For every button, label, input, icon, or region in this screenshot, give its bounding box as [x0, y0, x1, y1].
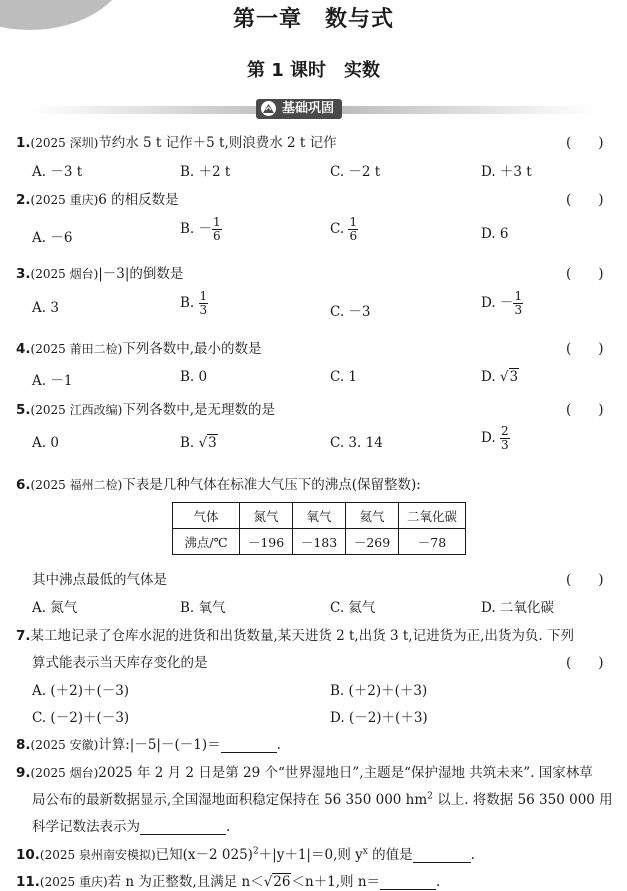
option-b-prefix: B. — [180, 295, 199, 311]
answer-paren: ( ) — [566, 192, 604, 208]
question-source: (2025 安徽) — [30, 738, 99, 752]
option-d — [481, 425, 510, 452]
denominator: 6 — [213, 229, 221, 243]
chapter-title: 第一章 数与式 — [232, 7, 394, 32]
superscript: x — [362, 846, 368, 857]
question-5 — [16, 398, 275, 418]
question-source: (2025 重庆) — [39, 875, 108, 889]
lesson-title: 第 1 课时 实数 — [246, 60, 381, 81]
table-cell: 沸点/℃ — [173, 529, 240, 555]
table-cell: －269 — [346, 529, 399, 555]
question-number: 5. — [16, 402, 31, 418]
option-a: A. －1 — [32, 373, 73, 389]
answer-blank[interactable] — [380, 875, 436, 890]
boiling-point-table — [172, 502, 466, 555]
option-b: B. 0 — [180, 369, 208, 385]
fraction — [500, 425, 510, 452]
question-stem: 节约水 5 t 记作＋5 t,则浪费水 2 t 记作 — [98, 135, 337, 151]
option-b — [180, 435, 218, 451]
question-number: 9. — [16, 765, 31, 781]
text-segment: 已知(x－2 025) — [155, 847, 253, 863]
superscript: 2 — [427, 791, 433, 802]
question-stem: 某工地记录了仓库水泥的进货和出货数量,某天进货 2 t,出货 3 t,记进货为正,出货为负. 下列 — [30, 628, 574, 644]
question-7-line2: 算式能表示当天库存变化的是 — [32, 655, 208, 671]
fraction — [348, 216, 358, 243]
option-b — [180, 216, 222, 243]
question-source: (2025 烟台) — [30, 267, 99, 281]
question-7 — [16, 624, 574, 644]
option-d — [481, 290, 523, 317]
option-a: A. 氮气 — [32, 600, 78, 616]
option-c: C. －2 t — [330, 164, 381, 180]
option-b: B. 氧气 — [180, 600, 226, 616]
superscript: 2 — [252, 846, 259, 857]
numerator: 1 — [213, 215, 221, 229]
numerator: 1 — [199, 289, 208, 303]
option-d-prefix: D. — [481, 430, 500, 446]
period: . — [470, 847, 475, 863]
question-6 — [16, 473, 421, 493]
table-cell: 气体 — [173, 503, 240, 529]
option-c: C. 3. 14 — [330, 435, 383, 451]
question-stem: 下表是几种气体在标准大气压下的沸点(保留整数): — [122, 477, 421, 493]
question-3 — [16, 262, 183, 282]
denominator: 3 — [500, 438, 509, 452]
question-source: (2025 泉州南安模拟) — [39, 848, 156, 862]
question-stem: 下列各数中,是无理数的是 — [122, 402, 276, 418]
option-d: D. 二氧化碳 — [481, 600, 554, 616]
question-stem: 计算:|－5|－(－1)＝ — [98, 737, 221, 753]
radicand: 3 — [509, 369, 519, 385]
table-cell: 氮气 — [240, 503, 293, 529]
question-number: 8. — [16, 737, 31, 753]
text-segment: 若 n 为正整数,且满足 n＜√ — [107, 874, 273, 890]
option-a: A. 0 — [32, 435, 59, 451]
question-number: 4. — [16, 341, 31, 357]
option-a: A. －3 t — [32, 164, 83, 180]
question-4 — [16, 337, 262, 357]
fraction — [199, 290, 209, 317]
answer-paren: ( ) — [566, 135, 604, 151]
denominator: 3 — [199, 303, 208, 317]
question-source: (2025 烟台) — [30, 766, 99, 780]
option-c: C. －3 — [330, 304, 371, 320]
question-2 — [16, 188, 179, 208]
answer-blank[interactable] — [221, 738, 277, 753]
question-9-line3 — [32, 815, 230, 835]
question-source: (2025 重庆) — [30, 193, 99, 207]
option-b-prefix: B. √ — [180, 435, 208, 451]
option-a: A. (＋2)＋(－3) — [32, 683, 130, 699]
option-b — [180, 290, 208, 317]
table-cell: －196 — [240, 529, 293, 555]
text-segment: 以上. 将数据 56 350 000 用 — [432, 792, 613, 808]
text-segment: 局公布的最新数据显示,全国湿地面积稳定保持在 56 350 000 hm — [32, 792, 428, 808]
question-number: 7. — [16, 628, 31, 644]
answer-paren: ( ) — [566, 572, 604, 588]
numerator: 1 — [514, 289, 523, 303]
question-number: 6. — [16, 477, 31, 493]
question-stem: 6 的相反数是 — [98, 192, 179, 208]
table-row — [173, 529, 466, 555]
answer-blank[interactable] — [140, 820, 226, 835]
question-stem: 2025 年 2 月 2 日是第 29 个“世界湿地日”,主题是“保护湿地 共筑未来”. 国家林草 — [98, 765, 593, 781]
text-segment: 科学记数法表示为 — [32, 819, 140, 835]
question-number: 2. — [16, 192, 31, 208]
question-source: (2025 深圳) — [30, 136, 99, 150]
text-segment: 的值是 — [367, 847, 413, 863]
radicand: 26 — [273, 874, 291, 890]
option-b: B. (＋2)＋(＋3) — [330, 683, 428, 699]
question-number: 1. — [16, 135, 31, 151]
table-header-row — [173, 503, 466, 529]
table-cell: 氦气 — [346, 503, 399, 529]
option-d: D. 6 — [481, 226, 509, 242]
option-d: D. ＋3 t — [481, 164, 532, 180]
answer-paren: ( ) — [566, 266, 604, 282]
question-number: 3. — [16, 266, 31, 282]
question-1 — [16, 131, 337, 151]
question-10 — [16, 843, 475, 863]
question-6-prompt: 其中沸点最低的气体是 — [32, 572, 167, 588]
answer-paren: ( ) — [566, 402, 604, 418]
option-c — [330, 216, 358, 243]
period: . — [276, 737, 281, 753]
question-11 — [16, 870, 440, 890]
question-source: (2025 福州二检) — [30, 478, 123, 492]
fraction — [212, 216, 222, 243]
option-c: C. 1 — [330, 369, 358, 385]
answer-paren: ( ) — [566, 655, 604, 671]
question-stem: 下列各数中,最小的数是 — [122, 341, 262, 357]
question-9-line2 — [32, 788, 613, 808]
answer-paren: ( ) — [566, 341, 604, 357]
table-cell: －183 — [293, 529, 346, 555]
numerator: 1 — [349, 215, 358, 229]
option-b-prefix: B. － — [180, 221, 213, 237]
text-segment: ＋|y＋1|＝0,则 y — [258, 847, 363, 863]
denominator: 3 — [514, 303, 523, 317]
option-a: A. －6 — [32, 230, 73, 246]
text-segment: ＜n＋1,则 n＝ — [291, 874, 381, 890]
section-badge-label: 基础巩固 — [282, 101, 335, 116]
option-a: A. 3 — [32, 300, 59, 316]
question-stem: |－3|的倒数是 — [98, 266, 184, 282]
radicand: 3 — [208, 435, 217, 451]
option-d: D. (－2)＋(＋3) — [330, 710, 428, 726]
table-cell: 二氧化碳 — [399, 503, 466, 529]
question-8 — [16, 733, 281, 753]
period: . — [436, 874, 441, 890]
table-cell: －78 — [399, 529, 466, 555]
answer-blank[interactable] — [413, 848, 471, 863]
question-number: 10. — [16, 847, 40, 863]
question-source: (2025 莆田二检) — [30, 342, 123, 356]
denominator: 6 — [349, 229, 358, 243]
fraction — [513, 290, 523, 317]
numerator: 2 — [500, 424, 509, 438]
question-source: (2025 江西改编) — [30, 403, 123, 417]
option-d-prefix: D. √ — [481, 369, 509, 385]
question-9 — [16, 761, 593, 781]
section-badge — [256, 99, 342, 119]
option-c-prefix: C. — [330, 221, 349, 237]
question-number: 11. — [16, 874, 40, 890]
option-c: C. (－2)＋(－3) — [32, 710, 130, 726]
option-d-prefix: D. － — [481, 295, 514, 311]
option-b: B. ＋2 t — [180, 164, 231, 180]
mountain-icon — [261, 101, 276, 116]
period: . — [226, 819, 231, 835]
table-cell: 氧气 — [293, 503, 346, 529]
option-d — [481, 369, 519, 385]
option-c: C. 氦气 — [330, 600, 376, 616]
